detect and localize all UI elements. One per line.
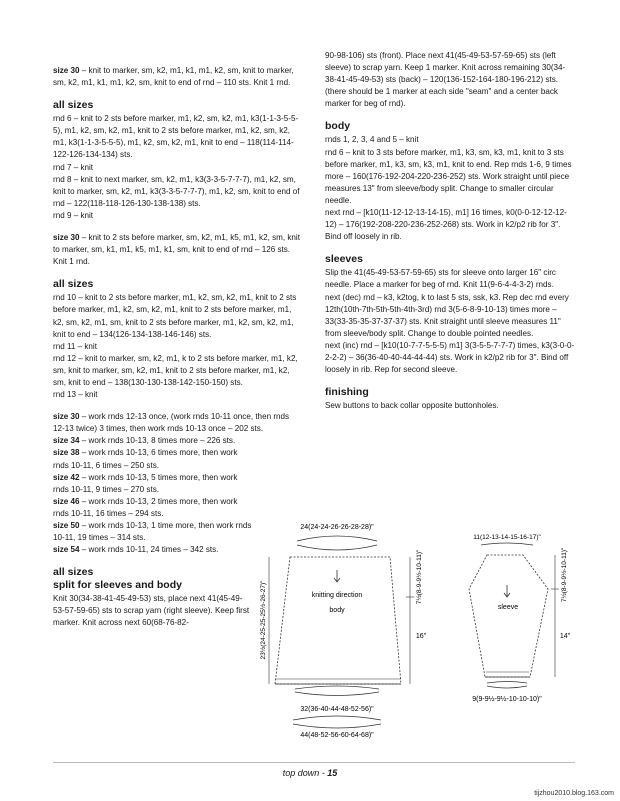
- right-column: [325, 50, 575, 412]
- split-heading: split for sleeves and body: [53, 579, 182, 592]
- instruction-text: – work rnds 10-13, 5 times more, then work rnds 10-11, 9 times – 270 sts.: [53, 472, 238, 494]
- footer-divider: [53, 762, 575, 763]
- watermark: tijzhou2010.blog.163.com: [534, 790, 614, 797]
- size-paragraph: [53, 447, 253, 471]
- body-lower-measure: 16": [415, 633, 427, 640]
- size-paragraph: [53, 435, 253, 447]
- rnd-line: rnd 8 – knit to next marker, sm, k2, m1, k3(3-3-5-7-7-7), m1, k2, sm, knit to marker, sm, k2, m1, k3(3-3-5-7-7-7), m1, k2, sm, knit to end of rnd – 122(118-118-126-130-138-138) sts.: [53, 174, 300, 208]
- sleeves-line: next (dec) rnd – k3, k2tog, k to last 5 sts, ssk, k3. Rep dec rnd every 12th(10th-7th-5th-5th-4th-3rd) rnd 3(5-6-8-9-10-13) times more – 33(33-35-35-37-37-37) sts. Knit straight until sleeve measures 11" from sleeve/body split. Change to double pointed needles.: [325, 292, 569, 338]
- body-hip-arc: [293, 716, 381, 720]
- arrow-icon: [334, 570, 340, 582]
- instruction-text: – work rnds 10-11, 24 times – 342 sts.: [79, 545, 219, 555]
- size-paragraph: [53, 520, 253, 544]
- rnd-line: rnd 6 – knit to 2 sts before marker, m1, k2, sm, k2, m1, k3(1-1-3-5-5-5), m1, k2, sm, k2, m1, knit to 2 sts before marker, m1, k2, sm, k2, m1, k3(1-1-3-5-5-5), m1, k2, sm, k2, m1, knit to end – 118(114-114-122-126-134-134) sts.: [53, 114, 299, 160]
- instruction-text: – work rnds 10-13, 8 times more – 226 sts.: [79, 436, 236, 446]
- size-label: size 38: [53, 448, 80, 458]
- body-line: rnd 6 – knit to 3 sts before marker, m1, k3, sm, k3, m1, knit to 3 sts before marker, m1, k3, sm, k3, m1, knit to end. Rep rnds 1-6, 9 times more – 160(176-192-204-220-236-252) sts. Work straight until piece measures 13" from sleeve/body split. Change to smaller circular needle.: [325, 147, 572, 205]
- sleeve-length-measure: 14": [559, 633, 571, 640]
- body-bottom-arc: [295, 686, 379, 689]
- rnd-line: rnd 9 – knit: [53, 210, 94, 220]
- body-yoke-measure: 7½(8-9-9½-10-11)": [416, 549, 423, 605]
- all-sizes-heading: all sizes: [53, 99, 94, 112]
- rnd-line: rnd 13 – knit: [53, 390, 98, 400]
- rnd-line: rnd 11 – knit: [53, 341, 97, 351]
- sleeves-line: next (inc) rnd – [k10(10-7-7-5-5-5) m1] 3(3-5-5-7-7-7) times, k3(3-0-0-2-2-2) – 36(36-40-40-44-44-44) sts. Work in k2/p2 rib for 3". Bind off loosely in rib. Rep for second sleeve.: [325, 340, 575, 375]
- body-top-arc: [297, 545, 377, 550]
- continued-text: 90-98-106) sts (front). Place next 41(45-49-53-57-59-65) sts (left sleeve) to scrap yarn. Keep 1 marker. Knit across remaining 30(34-38-41-45-49-53) sts (back) – 120(136-152-164-180-196-212) sts. (there should be 1 marker at each side "seam" and a center back marker for beg of rnd).: [325, 51, 566, 109]
- body-line: next rnd – [k10(11-12-12-13-14-15), m1] 16 times, k0(0-0-12-12-12-12) – 176(192-208-220-236-252-268) sts. Work in k2/p2 rib for 3". Bind off loosely in rib.: [325, 208, 567, 242]
- body-hem-measure: 32(36-40-44-48-52-56)": [300, 706, 374, 713]
- footer-separator: -: [319, 768, 328, 778]
- body-hip-arc: [293, 724, 381, 728]
- sleeve-cap-measure: 7½(8-9-9½-10-11)": [561, 547, 568, 603]
- body-label: body: [329, 607, 345, 614]
- size-30-paragraph: [53, 232, 301, 268]
- instruction-text: – work rnds 10-13, 2 times more, then work rnds 10-11, 16 times – 294 sts.: [53, 496, 238, 518]
- sleeve-shape: [469, 555, 548, 677]
- body-bottom-arc: [295, 692, 379, 696]
- size-label: size 34: [53, 436, 80, 446]
- all-sizes-heading: all sizes: [53, 566, 94, 579]
- schematic-diagram: [255, 515, 585, 750]
- body-line: rnds 1, 2, 3, 4 and 5 – knit: [325, 135, 419, 145]
- finishing-text: Sew buttons to back collar opposite buttonholes.: [325, 401, 499, 411]
- sleeve-bottom-arc: [487, 682, 527, 684]
- body-shape: [275, 557, 401, 684]
- finishing-heading: finishing: [325, 386, 369, 399]
- body-label: knitting direction: [311, 592, 363, 599]
- instruction-text: – knit to 2 sts before marker, sm, k2, m1, k5, m1, k2, sm, knit to marker, sm, k1, m1, k5, m1, k1, sm, knit to end of rnd – 126 sts. Knit 1 rnd.: [53, 233, 300, 267]
- size-list: [53, 411, 290, 556]
- body-length-measure: 23½(24-25-25-25½-26-27)": [260, 580, 267, 660]
- body-chest-measure: 44(48-52-56-60-64-68)": [300, 732, 374, 739]
- arrow-icon: [504, 585, 510, 597]
- rnd-line: rnd 10 – knit to 2 sts before marker, m1, k2, sm, k2, m1, knit to 2 sts before marker, m1, k2, sm, k2, m1, knit to 2 sts before marker, m1, k2, sm, k2, m1, sm, knit to 2 sts before marker, m1, k2, sm, k2, m1, knit to end – 134(126-134-138-146-146) sts.: [53, 293, 297, 339]
- sleeve-top-arc: [481, 543, 533, 545]
- instruction-text: – work rnds 10-13, 6 times more, then work rnds 10-11, 6 times – 250 sts.: [53, 448, 238, 470]
- rnd-line: rnd 7 – knit: [53, 162, 94, 172]
- footer-section: top down: [282, 768, 320, 778]
- body-heading: body: [325, 120, 351, 133]
- size-30-paragraph: [53, 65, 301, 89]
- all-sizes-heading: all sizes: [53, 278, 94, 291]
- sleeves-heading: sleeves: [325, 253, 363, 266]
- size-label: size 42: [53, 472, 80, 482]
- size-label: size 30: [53, 412, 80, 422]
- sleeve-bottom-arc: [487, 686, 527, 688]
- sleeve-top-measure: 11(12-13-14-15-16-17)": [473, 534, 541, 541]
- rnd-line: rnd 12 – knit to marker, sm, k2, m1, k to 2 sts before marker, m1, k2, sm, knit to marker, sm, k2, m1, knit to 2 sts before marker, m1, k2, sm, knit to end – 138(130-130-138-142-150-150) sts.: [53, 353, 298, 387]
- sleeves-line: Slip the 41(45-49-53-57-59-65) sts for sleeve onto larger 16" circ needle. Place a marker for beg of rnd. Knit 11(9-6-4-4-3-2) rnds.: [325, 268, 556, 290]
- split-text: Knit 30(34-38-41-45-49-53) sts, place next 41(45-49-53-57-59-65) sts to scrap yarn (right sleeve). Keep first marker. Knit across next 60(68-76-82-: [53, 594, 250, 628]
- instruction-text: – knit to marker, sm, k2, m1, k1, m1, k2, sm, knit to marker, sm, k2, m1, k1, m1, k2, sm, knit to end of rnd – 110 sts. Knit 1 rnd.: [53, 66, 294, 88]
- size-label: size 54: [53, 545, 80, 555]
- size-paragraph: [53, 496, 253, 520]
- body-top-measure: 24(24-24-26-26-28-28)": [300, 524, 374, 531]
- instruction-text: – work rnds 12-13 once, (work rnds 10-11 once, then rnds 12-13 twice) 3 times, then work rnds 10-13 once – 202 sts.: [53, 412, 290, 434]
- sleeve-label: sleeve: [497, 604, 519, 611]
- size-paragraph: [53, 544, 253, 556]
- size-label: size 30: [53, 233, 80, 243]
- size-label: size 50: [53, 521, 80, 530]
- size-label: size 46: [53, 496, 80, 506]
- page-footer: [0, 768, 620, 778]
- size-label: size 30: [53, 66, 80, 75]
- size-paragraph: [53, 411, 301, 435]
- body-top-arc: [297, 536, 377, 541]
- instruction-text: – work rnds 10-13, 1 time more, then work rnds 10-11, 19 times – 314 sts.: [53, 521, 252, 543]
- sleeve-cuff-measure: 9(9-9½-9½-10-10-10)": [472, 696, 542, 703]
- page-number: 15: [327, 768, 338, 778]
- size-paragraph: [53, 472, 253, 496]
